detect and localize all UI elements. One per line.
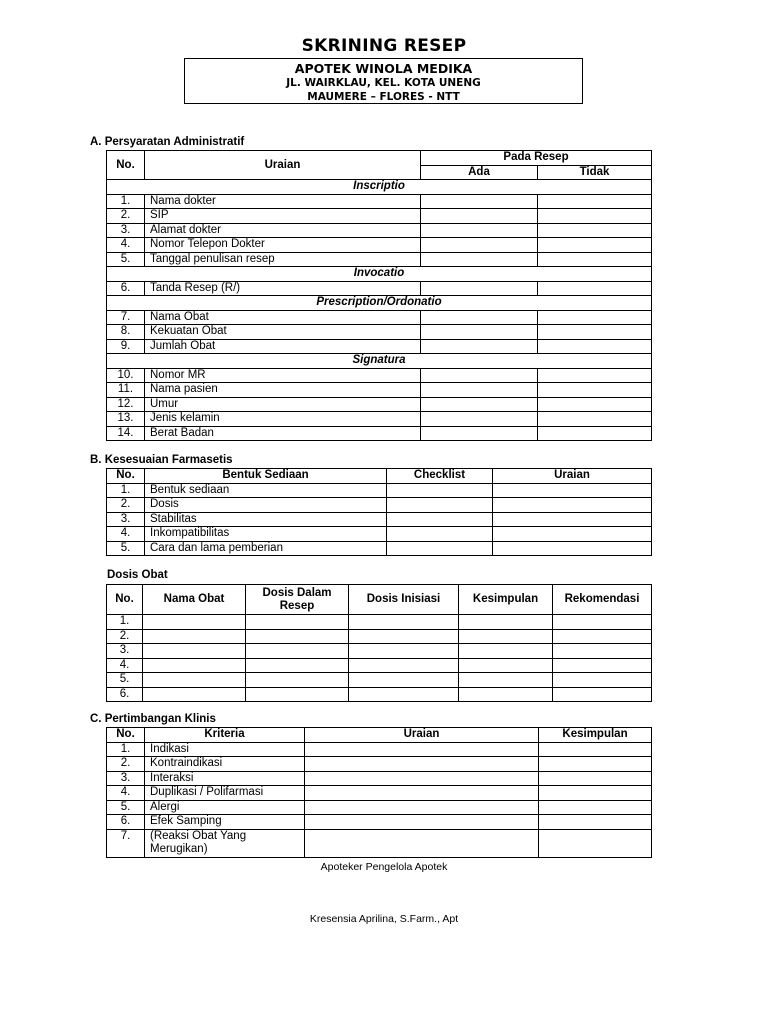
nama-obat-cell — [143, 615, 246, 630]
row-number: 5. — [107, 541, 145, 556]
uraian-cell — [305, 815, 539, 830]
checklist-cell — [387, 527, 493, 542]
category-label: Invocatio — [107, 267, 652, 282]
kesimpulan-cell — [539, 771, 652, 786]
row-number: 3. — [107, 512, 145, 527]
row-number: 2. — [107, 629, 143, 644]
dosis-inisiasi-cell — [349, 629, 459, 644]
checklist-cell — [387, 483, 493, 498]
nama-obat-cell — [143, 658, 246, 673]
tidak-cell — [538, 281, 652, 296]
header-pada-resep: Pada Resep — [421, 151, 652, 166]
header-kesimpulan: Kesimpulan — [459, 585, 553, 615]
nama-obat-cell — [143, 644, 246, 659]
table-row — [107, 742, 652, 757]
table-row — [107, 325, 652, 340]
table-row — [107, 194, 652, 209]
row-text: SIP — [145, 209, 421, 224]
header-uraian: Uraian — [305, 728, 539, 743]
row-text: Indikasi — [145, 742, 305, 757]
ada-cell — [421, 252, 538, 267]
table-row — [107, 412, 652, 427]
header-kesimpulan: Kesimpulan — [539, 728, 652, 743]
row-text: Alergi — [145, 800, 305, 815]
table-administratif — [106, 150, 652, 441]
row-number: 6. — [107, 687, 143, 702]
row-text: Efek Samping — [145, 815, 305, 830]
table-row — [107, 223, 652, 238]
header-rekomendasi: Rekomendasi — [553, 585, 652, 615]
category-label: Inscriptio — [107, 180, 652, 195]
row-number: 10. — [107, 368, 145, 383]
row-number: 14. — [107, 426, 145, 441]
uraian-cell — [493, 483, 652, 498]
header-ada: Ada — [421, 165, 538, 180]
kesimpulan-cell — [539, 815, 652, 830]
tidak-cell — [538, 383, 652, 398]
uraian-cell — [305, 829, 539, 857]
ada-cell — [421, 339, 538, 354]
tidak-cell — [538, 426, 652, 441]
row-number: 7. — [107, 829, 145, 857]
row-text: Stabilitas — [145, 512, 387, 527]
uraian-cell — [493, 541, 652, 556]
row-number: 5. — [107, 673, 143, 688]
header-no: No. — [107, 728, 145, 743]
apotek-address: JL. WAIRKLAU, KEL. KOTA UNENG — [286, 77, 481, 89]
row-text: Nama pasien — [145, 383, 421, 398]
nama-obat-cell — [143, 673, 246, 688]
table-row — [107, 800, 652, 815]
table-row — [107, 786, 652, 801]
table-dosis-obat — [106, 584, 652, 702]
row-text: Alamat dokter — [145, 223, 421, 238]
ada-cell — [421, 426, 538, 441]
row-number: 2. — [107, 757, 145, 772]
section-b-label: B. Kesesuaian Farmasetis — [90, 454, 233, 466]
table-row — [107, 252, 652, 267]
row-number: 5. — [107, 252, 145, 267]
row-text: Nama dokter — [145, 194, 421, 209]
table-row — [107, 673, 652, 688]
nama-obat-cell — [143, 629, 246, 644]
header-tidak: Tidak — [538, 165, 652, 180]
category-row — [107, 180, 652, 195]
rekomendasi-cell — [553, 687, 652, 702]
header-checklist: Checklist — [387, 469, 493, 484]
table-row — [107, 512, 652, 527]
dosis-inisiasi-cell — [349, 658, 459, 673]
dosis-inisiasi-cell — [349, 644, 459, 659]
signature-role: Apoteker Pengelola Apotek — [320, 861, 448, 873]
tidak-cell — [538, 339, 652, 354]
row-number: 5. — [107, 800, 145, 815]
row-number: 4. — [107, 238, 145, 253]
table-row — [107, 687, 652, 702]
table-row — [107, 644, 652, 659]
table-row — [107, 829, 652, 857]
row-text: Jenis kelamin — [145, 412, 421, 427]
row-number: 1. — [107, 483, 145, 498]
ada-cell — [421, 412, 538, 427]
row-number: 2. — [107, 498, 145, 513]
kesimpulan-cell — [539, 742, 652, 757]
signature-name: Kresensia Aprilina, S.Farm., Apt — [309, 913, 459, 925]
header-no: No. — [107, 469, 145, 484]
row-text: Tanda Resep (R/) — [145, 281, 421, 296]
table-pertimbangan-klinis — [106, 727, 652, 858]
table-row — [107, 310, 652, 325]
ada-cell — [421, 310, 538, 325]
row-text: (Reaksi Obat Yang Merugikan) — [145, 829, 305, 857]
dosis-body — [107, 615, 652, 702]
uraian-cell — [305, 800, 539, 815]
table-row — [107, 815, 652, 830]
kesimpulan-cell — [539, 800, 652, 815]
uraian-cell — [305, 786, 539, 801]
section-a-label: A. Persyaratan Administratif — [90, 136, 245, 148]
table-row — [107, 498, 652, 513]
table-row — [107, 368, 652, 383]
table-row — [107, 383, 652, 398]
dosis-resep-cell — [246, 673, 349, 688]
table-row — [107, 209, 652, 224]
apotek-name: APOTEK WINOLA MEDIKA — [294, 61, 473, 76]
kesimpulan-cell — [539, 829, 652, 857]
tidak-cell — [538, 194, 652, 209]
category-row — [107, 296, 652, 311]
category-label: Signatura — [107, 354, 652, 369]
table-row — [107, 426, 652, 441]
dosis-resep-cell — [246, 615, 349, 630]
uraian-cell — [493, 527, 652, 542]
uraian-cell — [493, 512, 652, 527]
row-text: Bentuk sediaan — [145, 483, 387, 498]
row-text: Kekuatan Obat — [145, 325, 421, 340]
row-number: 3. — [107, 223, 145, 238]
uraian-cell — [305, 742, 539, 757]
apotek-header-box — [184, 58, 583, 104]
header-no: No. — [107, 151, 145, 180]
row-number: 1. — [107, 194, 145, 209]
category-label: Prescription/Ordonatio — [107, 296, 652, 311]
checklist-cell — [387, 498, 493, 513]
row-number: 1. — [107, 615, 143, 630]
row-text: Jumlah Obat — [145, 339, 421, 354]
checklist-cell — [387, 512, 493, 527]
ada-cell — [421, 397, 538, 412]
nama-obat-cell — [143, 687, 246, 702]
rekomendasi-cell — [553, 673, 652, 688]
kesimpulan-cell — [459, 673, 553, 688]
apotek-region: MAUMERE – FLORES - NTT — [307, 91, 460, 103]
dosis-resep-cell — [246, 687, 349, 702]
table-row — [107, 541, 652, 556]
tidak-cell — [538, 412, 652, 427]
checklist-cell — [387, 541, 493, 556]
document-title: SKRINING RESEP — [301, 36, 467, 56]
dosis-label: Dosis Obat — [107, 569, 168, 581]
row-text: Nama Obat — [145, 310, 421, 325]
table-row — [107, 757, 652, 772]
header-uraian: Uraian — [493, 469, 652, 484]
row-number: 3. — [107, 771, 145, 786]
rekomendasi-cell — [553, 658, 652, 673]
header-kriteria: Kriteria — [145, 728, 305, 743]
kesimpulan-cell — [459, 644, 553, 659]
row-text: Duplikasi / Polifarmasi — [145, 786, 305, 801]
ada-cell — [421, 209, 538, 224]
row-text: Dosis — [145, 498, 387, 513]
table-row — [107, 238, 652, 253]
farmasetis-body — [107, 483, 652, 556]
rekomendasi-cell — [553, 629, 652, 644]
row-text: Berat Badan — [145, 426, 421, 441]
row-text: Cara dan lama pemberian — [145, 541, 387, 556]
kesimpulan-cell — [539, 786, 652, 801]
dosis-resep-cell — [246, 629, 349, 644]
row-text: Umur — [145, 397, 421, 412]
kesimpulan-cell — [459, 687, 553, 702]
ada-cell — [421, 325, 538, 340]
row-number: 8. — [107, 325, 145, 340]
kesimpulan-cell — [459, 615, 553, 630]
row-text: Tanggal penulisan resep — [145, 252, 421, 267]
header-uraian: Uraian — [145, 151, 421, 180]
table-farmasetis — [106, 468, 652, 556]
tidak-cell — [538, 397, 652, 412]
category-row — [107, 267, 652, 282]
table-row — [107, 658, 652, 673]
table-row — [107, 615, 652, 630]
table-row — [107, 339, 652, 354]
table-row — [107, 527, 652, 542]
table-row — [107, 771, 652, 786]
dosis-resep-cell — [246, 644, 349, 659]
tidak-cell — [538, 368, 652, 383]
row-text: Inkompatibilitas — [145, 527, 387, 542]
uraian-cell — [493, 498, 652, 513]
klinis-body — [107, 742, 652, 857]
ada-cell — [421, 368, 538, 383]
table-row — [107, 281, 652, 296]
row-number: 12. — [107, 397, 145, 412]
row-number: 1. — [107, 742, 145, 757]
ada-cell — [421, 383, 538, 398]
row-text: Interaksi — [145, 771, 305, 786]
uraian-cell — [305, 757, 539, 772]
row-text: Nomor Telepon Dokter — [145, 238, 421, 253]
table-row — [107, 397, 652, 412]
kesimpulan-cell — [539, 757, 652, 772]
row-number: 3. — [107, 644, 143, 659]
tidak-cell — [538, 252, 652, 267]
header-no: No. — [107, 585, 143, 615]
tidak-cell — [538, 209, 652, 224]
row-text: Kontraindikasi — [145, 757, 305, 772]
section-c-label: C. Pertimbangan Klinis — [90, 713, 216, 725]
table-row — [107, 483, 652, 498]
rekomendasi-cell — [553, 644, 652, 659]
row-number: 6. — [107, 815, 145, 830]
row-number: 7. — [107, 310, 145, 325]
ada-cell — [421, 238, 538, 253]
table-row — [107, 629, 652, 644]
dosis-inisiasi-cell — [349, 687, 459, 702]
administratif-body — [107, 180, 652, 441]
tidak-cell — [538, 223, 652, 238]
tidak-cell — [538, 238, 652, 253]
dosis-inisiasi-cell — [349, 673, 459, 688]
tidak-cell — [538, 325, 652, 340]
row-number: 13. — [107, 412, 145, 427]
dosis-inisiasi-cell — [349, 615, 459, 630]
rekomendasi-cell — [553, 615, 652, 630]
row-number: 6. — [107, 281, 145, 296]
header-nama-obat: Nama Obat — [143, 585, 246, 615]
row-number: 9. — [107, 339, 145, 354]
ada-cell — [421, 194, 538, 209]
dosis-resep-cell — [246, 658, 349, 673]
uraian-cell — [305, 771, 539, 786]
header-dosis-dalam-resep: Dosis Dalam Resep — [246, 585, 349, 615]
row-number: 11. — [107, 383, 145, 398]
header-dosis-inisiasi: Dosis Inisiasi — [349, 585, 459, 615]
category-row — [107, 354, 652, 369]
ada-cell — [421, 281, 538, 296]
row-text: Nomor MR — [145, 368, 421, 383]
row-number: 4. — [107, 527, 145, 542]
kesimpulan-cell — [459, 658, 553, 673]
row-number: 4. — [107, 658, 143, 673]
row-number: 4. — [107, 786, 145, 801]
kesimpulan-cell — [459, 629, 553, 644]
header-bentuk-sediaan: Bentuk Sediaan — [145, 469, 387, 484]
row-number: 2. — [107, 209, 145, 224]
ada-cell — [421, 223, 538, 238]
tidak-cell — [538, 310, 652, 325]
